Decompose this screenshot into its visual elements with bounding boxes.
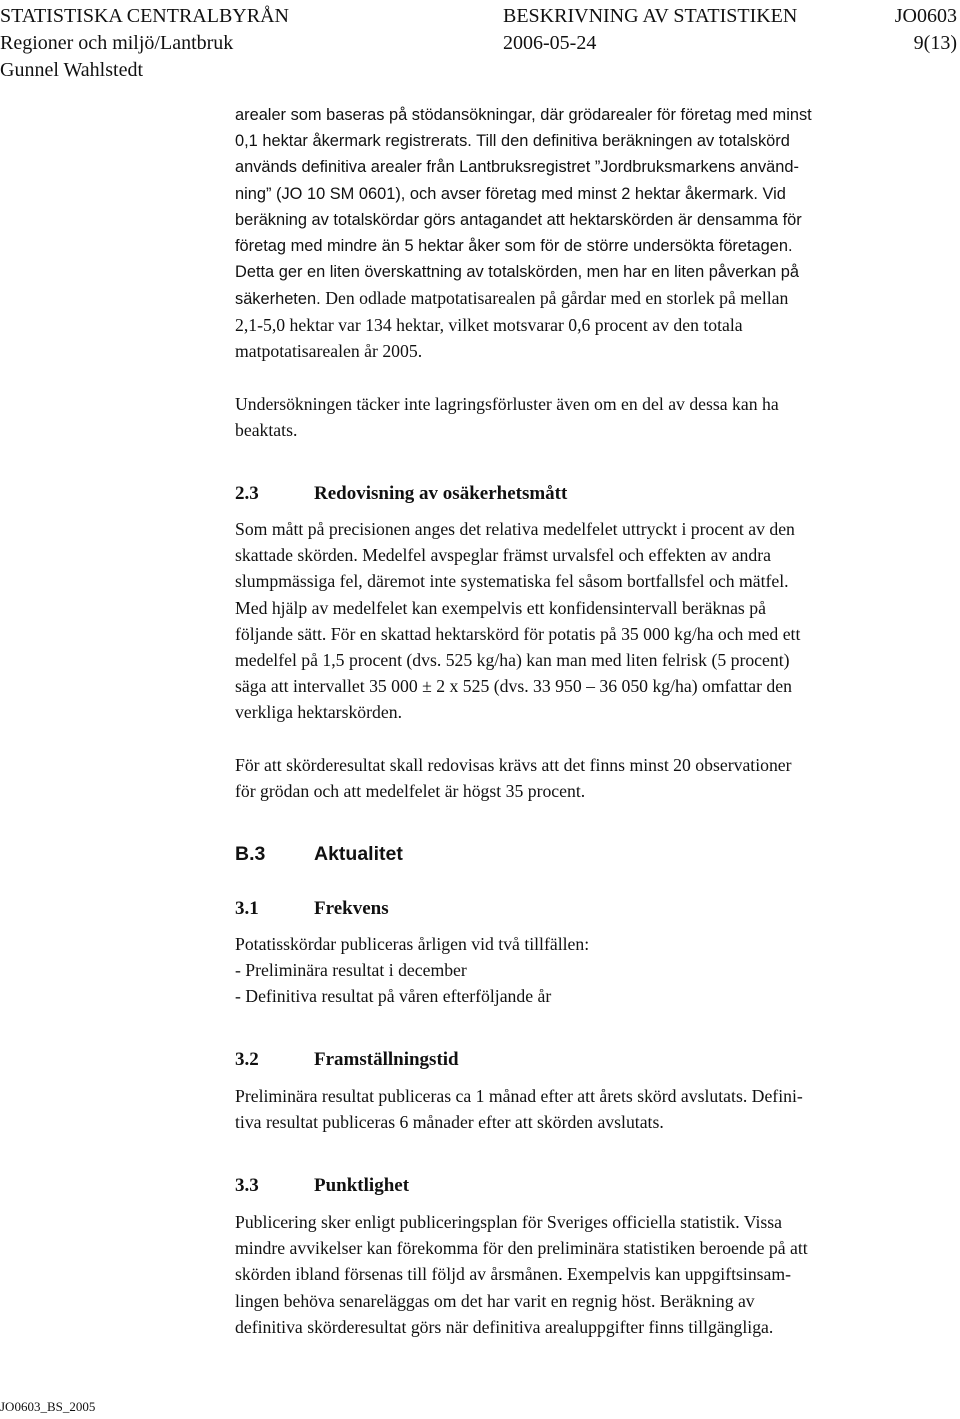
text-line: ning” (JO 10 SM 0601), och avser företag med minst 2 hektar åkermark. Vid xyxy=(235,184,786,203)
text-line: Med hjälp av medelfelet kan exempelvis ett konfidensintervall beräknas på xyxy=(235,597,766,618)
doc-code: JO0603 xyxy=(894,5,957,27)
text-line: 0,1 hektar åkermark registrerats. Till den definitiva beräkningen av totalskörd xyxy=(235,132,790,151)
text-line: beräkning av totalskördar görs antagandet att hektarskörden är densamma för xyxy=(235,210,802,229)
text-line: mindre avvikelser kan förekomma för den preliminära statistiken beroende på att xyxy=(235,1238,808,1259)
text-fragment: säkerheten. xyxy=(235,290,321,309)
text-line: Undersökningen täcker inte lagringsförluster även om en del av dessa kan ha xyxy=(235,394,779,414)
header-row-3 xyxy=(0,56,960,84)
text-line: definitiva skörderesultat görs när definitiva arealuppgifter finns tillgängliga. xyxy=(235,1316,774,1337)
section-title: Redovisning av osäkerhetsmått xyxy=(314,483,568,504)
section-title: Framställningstid xyxy=(314,1049,459,1070)
section-number: 3.1 xyxy=(235,898,259,919)
section-title: Aktualitet xyxy=(314,843,403,865)
list-item: - Definitiva resultat på våren efterföljande år xyxy=(235,986,552,1007)
doc-type: BESKRIVNING AV STATISTIKEN xyxy=(503,5,798,27)
text-line: arealer som baseras på stödansökningar, där grödarealer för företag med minst xyxy=(235,106,812,124)
text-line: Som mått på precisionen anges det relativa medelfelet uttryckt i procent av den xyxy=(235,519,795,539)
text-line: matpotatisarealen år 2005. xyxy=(235,341,423,362)
list-item: - Preliminära resultat i december xyxy=(235,960,467,981)
header-row-1 xyxy=(0,2,960,30)
paragraph-precision xyxy=(235,516,947,726)
paragraph-intro-cont xyxy=(235,312,947,364)
text-fragment: Den odlade matpotatisarealen på gårdar med en storlek på mellan xyxy=(325,288,789,309)
text-line: för grödan och att medelfelet är högst 35 procent. xyxy=(235,781,586,802)
text-line: tiva resultat publiceras 6 månader efter att skörden avslutats. xyxy=(235,1112,664,1133)
author: Gunnel Wahlstedt xyxy=(0,59,143,81)
text-line: följande sätt. För en skattad hektarskörd för potatis på 35 000 kg/ha och med ett xyxy=(235,623,801,644)
paragraph-production-time xyxy=(235,1083,947,1135)
text-line: Potatisskördar publiceras årligen vid två tillfällen: xyxy=(235,934,590,954)
paragraph-intro xyxy=(235,102,945,313)
text-line: lingen behöva senareläggas om det har varit en regnig höst. Beräkning av xyxy=(235,1290,755,1311)
page-number: 9(13) xyxy=(913,32,957,54)
paragraph-storage xyxy=(235,391,947,443)
section-number: 2.3 xyxy=(235,483,259,504)
page-footer: JO0603_BS_2005 xyxy=(0,1399,96,1414)
paragraph-punctuality xyxy=(235,1209,947,1340)
text-line: beaktats. xyxy=(235,420,298,441)
text-line: företag med mindre än 5 hektar åker som för de större undersökta företagen. xyxy=(235,237,793,256)
header-row-2 xyxy=(0,29,960,57)
section-title: Frekvens xyxy=(314,898,389,919)
paragraph-reporting xyxy=(235,752,947,804)
text-line: slumpmässiga fel, däremot inte systematiska fel såsom bortfallsfel och mätfel. xyxy=(235,571,789,592)
text-line: skörden ibland försenas till följd av årsmånen. Exempelvis kan uppgiftsinsam- xyxy=(235,1264,792,1285)
text-line: medelfel på 1,5 procent (dvs. 525 kg/ha) kan man med liten felrisk (5 procent) xyxy=(235,650,790,671)
paragraph-frequency xyxy=(235,931,947,1010)
org-name: STATISTISKA CENTRALBYRÅN xyxy=(0,5,289,27)
text-line: verkliga hektarskörden. xyxy=(235,702,402,723)
text-line: skattade skörden. Medelfel avspeglar främst urvalsfel och effekten av andra xyxy=(235,545,771,566)
section-number: 3.2 xyxy=(235,1049,259,1070)
text-line: Preliminära resultat publiceras ca 1 månad efter att årets skörd avslutats. Defini- xyxy=(235,1086,803,1106)
text-line: Detta ger en liten överskattning av totalskörden, men har en liten påverkan på xyxy=(235,263,799,282)
section-number: 3.3 xyxy=(235,1175,259,1196)
text-line xyxy=(235,285,945,312)
section-number: B.3 xyxy=(235,843,266,865)
section-title: Punktlighet xyxy=(314,1175,410,1196)
doc-date: 2006-05-24 xyxy=(503,32,597,54)
text-line: används definitiva arealer från Lantbruksregistret ”Jordbruksmarkens använd- xyxy=(235,158,799,177)
department: Regioner och miljö/Lantbruk xyxy=(0,32,234,54)
text-line: Publicering sker enligt publiceringsplan för Sveriges officiella statistik. Vissa xyxy=(235,1212,782,1232)
text-line: säga att intervallet 35 000 ± 2 x 525 (dvs. 33 950 – 36 050 kg/ha) omfattar den xyxy=(235,676,792,697)
text-line: 2,1-5,0 hektar var 134 hektar, vilket motsvarar 0,6 procent av den totala xyxy=(235,315,743,335)
text-line: För att skörderesultat skall redovisas krävs att det finns minst 20 observationer xyxy=(235,755,792,775)
